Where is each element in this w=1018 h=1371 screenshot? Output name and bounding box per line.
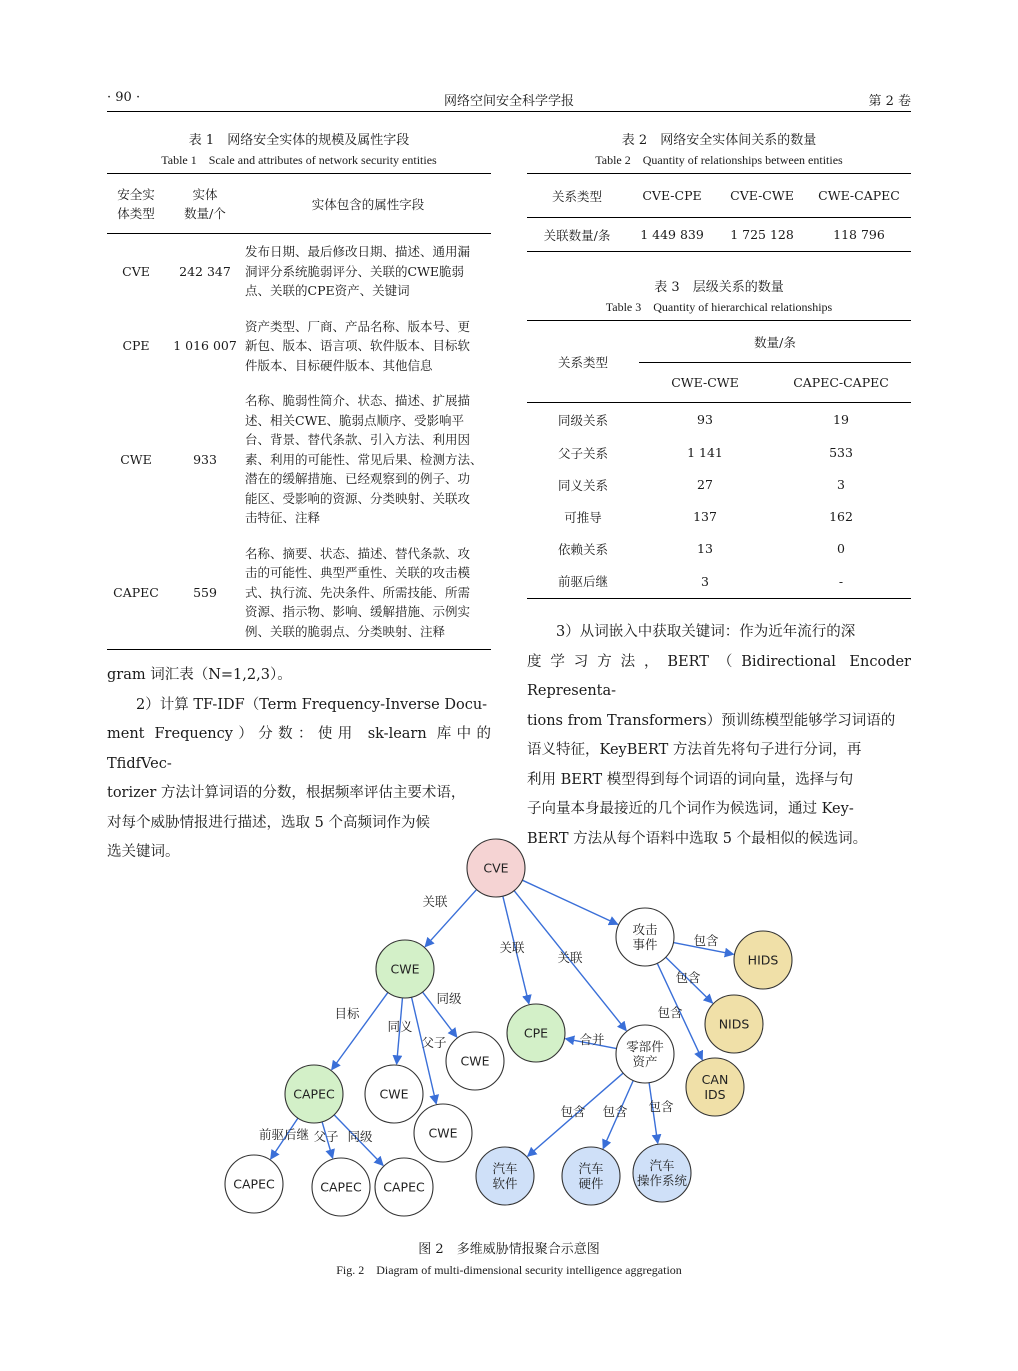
t1-count: 242 347 [179,263,231,279]
text-line: 3）从词嵌入中获取关键词：作为近年流行的深 [556,624,856,640]
t3-cell: 533 [829,445,853,460]
edge-label-capec_peer: 同级 [347,1129,373,1144]
t1-attr-line: 新包、版本、语言项、软件版本、目标软 [245,338,471,353]
edge-label-capec_pred: 前驱后继 [258,1127,310,1142]
node-label: CWE [390,961,420,977]
t1-type: CWE [120,451,152,467]
node-nids [705,995,763,1053]
t2-header: CVE-CPE [642,188,702,203]
t1-attr-line: 台、背景、替代条款、引入方法、利用因 [245,432,471,447]
t1-h1-line1: 安全实 [117,186,155,202]
t3-cell: 13 [697,541,713,556]
node-label: CAN [701,1072,729,1087]
t3-cell: 依赖关系 [557,541,608,557]
t1-count: 933 [193,451,217,467]
node-capec-pred [225,1155,283,1213]
t1-count: 1 016 007 [173,338,237,354]
t3-cell: 3 [837,477,845,492]
t1-h1-line2: 体类型 [117,205,155,221]
t1-count: 559 [193,584,217,600]
text-line: tions from Transformers）预训练模型能够学习词语的 [527,712,896,729]
t1-attr-line: 潜在的缓解措施、已经观察到的例子、功 [245,471,471,486]
edge-label-event_can: 包含 [657,1005,683,1020]
node-label: 操作系统 [636,1173,688,1188]
text-line: 语义特征，KeyBERT 方法首先将句子进行分词，再 [527,742,862,758]
node-label: CAPEC [320,1179,362,1195]
figure-caption-en: Fig. 2 Diagram of multi-dimensional security intelligence aggregation [336,1263,682,1277]
node-cwe-child [414,1104,472,1162]
node-cwe-peer [446,1032,504,1090]
t1-attr-line: 名称、脆弱性简介、状态、描述、扩展描 [245,393,471,408]
edge-label-event_nids: 包含 [675,970,701,985]
edge-label-cwe_syn: 同义 [387,1019,413,1034]
table1-caption-zh: 表 1 网络安全实体的规模及属性字段 [188,133,410,148]
edge-label-cwe_child: 父子 [421,1035,447,1050]
edge-label-comp_hw: 包含 [602,1104,628,1119]
text-line: 度学习方法，BERT（Bidirectional Encoder Representa- [527,653,911,699]
node-label: CAPEC [293,1086,335,1102]
node-veh-os [633,1144,691,1202]
t3-cell: 137 [693,509,717,524]
t2-header: CVE-CWE [730,188,794,203]
edge-label-component_cpe: 合并 [579,1032,605,1047]
t1-h2-line1: 实体 [192,186,218,202]
t1-attr-line: 例、关联的脆弱点、分类映射、注释 [245,623,446,639]
edge-label-capec_child: 父子 [313,1129,339,1144]
t3-cell: 1 141 [687,445,723,460]
text-line: BERT 方法从每个语料中选取 5 个最相似的候选词。 [527,830,868,847]
t2-cell: 1 449 839 [640,227,704,242]
text-line: 对每个威胁情报进行描述，选取 5 个高频词作为候 [107,814,430,831]
text-line: 选关键词。 [107,844,180,860]
t1-type: CPE [122,338,150,354]
edge-label-cve_cwe: 关联 [422,894,448,909]
node-can-ids [686,1058,744,1116]
edge-label-comp_sw: 包含 [560,1104,586,1119]
node-label: 汽车 [649,1158,675,1173]
t1-attr-line: 资源、指示物、影响、缓解措施、示例实 [245,604,471,619]
t1-attr-line: 式、执行流、先决条件、所需技能、所需 [245,584,471,600]
t2-cell: 关联数量/条 [543,227,611,243]
node-label: CAPEC [233,1176,275,1192]
node-label: 资产 [632,1054,658,1069]
t3-cell: 93 [697,412,713,428]
t3-cell: 19 [833,412,849,428]
edge-label-cve_component: 关联 [557,950,583,965]
node-veh-software [476,1147,534,1205]
text-line: gram 词汇表（N=1,2,3）。 [107,667,292,683]
node-hids [734,931,792,989]
node-component [616,1025,674,1083]
node-label: 攻击 [632,922,658,937]
node-label: 零部件 [626,1039,664,1054]
t3-subheader: CAPEC-CAPEC [793,375,889,390]
node-label: CWE [428,1125,458,1141]
edge-label-event_hids: 包含 [693,933,719,948]
node-cpe [507,1004,565,1062]
edge-label-comp_os: 包含 [648,1099,674,1114]
text-line: 2）计算 TF-IDF（Term Frequency-Inverse Docu- [136,696,488,713]
t1-type: CAPEC [113,584,159,600]
text-line: ment Frequency）分数：使用 sk-learn 库中的 TfidfVec- [107,726,491,772]
t1-header-attrs: 实体包含的属性字段 [311,196,425,212]
node-label: CAPEC [383,1179,425,1195]
journal-title: 网络空间安全科学学报 [443,94,574,109]
node-capec-peer [375,1158,433,1216]
t1-type: CVE [122,263,150,279]
t3-cell: 27 [697,477,713,492]
node-attack-event [616,908,674,966]
t2-header: CWE-CAPEC [818,188,900,203]
node-label: CPE [523,1025,549,1041]
node-cwe-syn [365,1065,423,1123]
table3-caption-en: Table 3 Quantity of hierarchical relationships [605,300,833,314]
t3-cell: 0 [837,541,845,556]
node-cwe [376,940,434,998]
t2-cell: 118 796 [833,227,885,242]
t3-cell: - [838,573,844,589]
text-line: 子向量本身最接近的几个词作为候选词，通过 Key- [527,801,854,817]
t3-cell: 3 [701,573,709,589]
t3-cell: 前驱后继 [557,574,608,590]
node-label: NIDS [718,1016,750,1032]
node-cve [467,839,525,897]
node-label: 硬件 [578,1176,604,1191]
node-label: CWE [379,1086,409,1102]
figure-caption-zh: 图 2 多维威胁情报聚合示意图 [418,1242,600,1257]
t3-cell: 同义关系 [557,477,608,493]
t1-attr-line: 发布日期、最后修改日期、描述、通用漏 [245,244,471,259]
t1-attr-line: 名称、摘要、状态、描述、替代条款、攻 [245,545,471,561]
t3-cell: 162 [829,509,853,524]
node-label: 事件 [632,937,658,952]
t3-subheader: CWE-CWE [671,375,739,390]
t2-cell: 1 725 128 [730,227,794,242]
t1-h2-line2: 数量/个 [184,205,226,221]
edge-cwe-capec [332,992,388,1069]
t1-attr-line: 资产类型、厂商、产品名称、版本号、更 [245,318,471,334]
table3-caption-zh: 表 3 层级关系的数量 [654,280,784,295]
t2-header: 关系类型 [551,188,602,204]
node-label: CVE [483,860,509,876]
t3-header-type: 关系类型 [557,354,608,370]
table2-caption-zh: 表 2 网络安全实体间关系的数量 [621,133,817,148]
table1-caption-en: Table 1 Scale and attributes of network security entities [161,153,437,167]
t1-attr-line: 击特征、注释 [245,510,321,525]
t1-attr-line: 点、关联的CPE资产、关键词 [245,283,410,298]
edge-label-cwe_capec: 目标 [334,1006,360,1021]
text-line: 利用 BERT 模型得到每个词语的词向量，选择与句 [527,771,854,788]
page-number: · 90 · [107,90,141,105]
t1-attr-line: 素、利用的可能性、常见后果、检测方法、 [245,451,483,467]
node-label: 汽车 [578,1161,604,1176]
node-label: CWE [460,1053,490,1069]
text-line: torizer 方法计算词语的分数，根据频率评估主要术语， [107,785,466,801]
node-label: IDS [704,1087,726,1102]
t1-attr-line: 能区、受影响的资源、分类映射、关联攻 [245,490,471,506]
t3-header-group: 数量/条 [639,321,911,363]
node-label: 软件 [492,1176,518,1191]
node-label: 汽车 [492,1161,518,1176]
t1-attr-line: 击的可能性、典型严重性、关联的攻击模 [245,565,471,580]
t1-attr-line: 洞评分系统脆弱评分、关联的CWE脆弱 [245,263,465,279]
volume: 第 2 卷 [868,94,911,109]
t1-attr-line: 件版本、目标硬件版本、其他信息 [245,357,433,373]
t3-cell: 可推导 [564,509,602,525]
node-label: HIDS [747,952,779,968]
node-capec [285,1065,343,1123]
node-veh-hardware [562,1147,620,1205]
edge-label-cve_cpe: 关联 [499,940,525,955]
table2-caption-en: Table 2 Quantity of relationships between entities [595,153,843,167]
t1-attr-line: 述、相关CWE、脆弱点顺序、受影响平 [245,412,465,428]
edge-label-cwe_peer: 同级 [436,991,462,1006]
t3-cell: 父子关系 [557,445,608,461]
t3-cell: 同级关系 [557,412,608,428]
node-capec-child [312,1158,370,1216]
